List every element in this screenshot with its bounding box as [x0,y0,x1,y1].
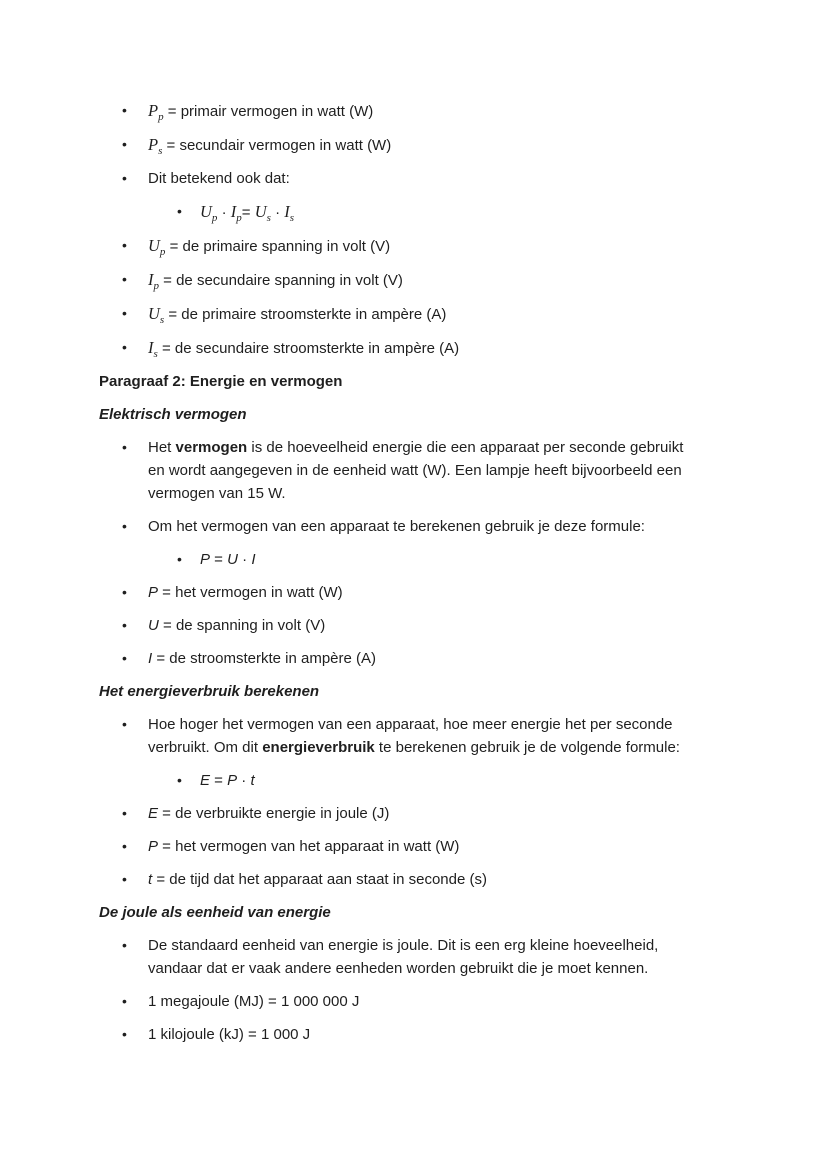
bullet-marker: • [122,136,127,152]
bullet-marker: • [122,871,127,887]
text-run: = de spanning in volt (V) [158,617,326,634]
text-run: verbruikt. Om dit [148,739,263,756]
list-item [99,436,758,505]
list-item [99,234,758,258]
bullet-marker: • [177,772,182,788]
text-run: = de verbruikte energie in joule (J) [158,805,390,822]
bullet-marker: • [122,1026,127,1042]
text-run: Elektrisch vermogen [99,406,247,423]
text-run: = de secundaire spanning in volt (V) [159,272,403,289]
text-run: Hoe hoger het vermogen van een apparaat, hoe meer energie het per seconde [148,716,673,733]
list-item-text [200,200,294,224]
list-item-text [148,581,343,604]
list-item [99,302,758,326]
math-variable: P [148,101,159,120]
text-run: Het [148,439,176,456]
text-run: = de tijd dat het apparaat aan staat in seconde (s) [152,871,487,888]
list-item [99,200,758,224]
math-variable: t [250,772,255,789]
list-item-text [148,167,290,190]
math-variable: U [227,551,238,568]
math-variable: I [251,551,256,568]
list-item [99,99,758,123]
bullet-marker: • [122,305,127,321]
math-subscript: p [211,212,218,224]
list-item-text [148,713,680,759]
bullet-marker: • [122,716,127,732]
math-variable: I [284,202,290,221]
math-subscript: s [289,212,295,224]
list-item-text [148,99,373,123]
math-subscript: s [158,145,163,157]
bullet-marker: • [177,203,182,219]
text-run: = [241,204,255,221]
list-item-text [148,647,376,670]
list-item-text [148,835,459,858]
list-item-text [148,1023,310,1046]
subsection-heading [99,403,758,426]
math-subscript: s [266,212,271,224]
subsection-heading [99,901,758,924]
text-run: De joule als eenheid van energie [99,904,331,921]
text-run: = primair vermogen in watt (W) [163,103,374,120]
text-run: · [270,204,285,221]
text-run: = het vermogen van het apparaat in watt (W) [158,838,460,855]
math-variable: t [148,871,153,888]
text-run: Het energieverbruik berekenen [99,683,320,700]
list-item-text [148,133,391,157]
text-run: · [237,772,251,789]
math-subscript: p [158,111,164,123]
list-item-text [148,268,403,292]
list-item-text [148,614,325,637]
list-item [99,835,758,858]
text-run: Dit betekend ook dat: [148,170,290,187]
math-variable: E [148,805,159,822]
text-run: = de primaire spanning in volt (V) [165,238,391,255]
bullet-marker: • [122,102,127,118]
text-run: is de hoeveelheid energie die een apparaat per seconde gebruikt [247,439,684,456]
bullet-marker: • [122,237,127,253]
text-run: vermogen van 15 W. [148,485,286,502]
list-item [99,515,758,538]
math-subscript: p [153,280,159,292]
math-variable: P [227,772,238,789]
bullet-marker: • [122,993,127,1009]
bullet-marker: • [122,518,127,534]
math-variable: P [148,584,159,601]
math-variable: I [230,202,237,221]
list-item-text [148,868,487,891]
list-item-text [148,336,459,360]
math-variable: U [254,202,267,221]
text-run: = [210,551,228,568]
list-item [99,614,758,637]
math-variable: I [148,270,154,289]
list-item [99,548,758,571]
text-run: = het vermogen in watt (W) [158,584,343,601]
list-item [99,581,758,604]
text-run: = [210,772,228,789]
bold-text-run: energieverbruik [262,739,375,756]
text-run: en wordt aangegeven in de eenheid watt (W). Een lampje heeft bijvoorbeeld een [148,462,682,479]
text-run: · [217,204,231,221]
math-variable: I [148,338,154,357]
math-subscript: s [159,314,165,326]
math-variable: P [148,135,159,154]
bullet-marker: • [122,271,127,287]
text-run: te berekenen gebruik je de volgende formule: [374,739,680,756]
list-item-text [200,769,255,792]
math-variable: U [148,617,159,634]
text-run: De standaard eenheid van energie is joule. Dit is een erg kleine hoeveelheid, [148,937,659,954]
math-variable: P [148,838,159,855]
list-item [99,769,758,792]
text-run: 1 kilojoule (kJ) = 1 000 J [148,1026,311,1043]
math-variable: U [148,236,160,255]
list-item [99,868,758,891]
bullet-marker: • [122,650,127,666]
bullet-marker: • [122,805,127,821]
list-item [99,167,758,190]
bullet-marker: • [122,584,127,600]
math-subscript: p [236,212,242,224]
text-run: = de stroomsterkte in ampère (A) [152,650,377,667]
list-item [99,133,758,157]
text-run: = secundair vermogen in watt (W) [162,137,392,154]
text-run: Paragraaf 2: Energie en vermogen [99,373,343,390]
list-item-text [148,990,359,1013]
text-run: Om het vermogen van een apparaat te berekenen gebruik je deze formule: [148,518,645,535]
notes-content [99,99,758,1046]
list-item-text [148,515,645,538]
bullet-marker: • [122,838,127,854]
text-run: 1 megajoule (MJ) = 1 000 000 J [148,993,360,1010]
list-item-text [148,302,446,326]
math-variable: I [148,650,153,667]
bullet-marker: • [122,937,127,953]
text-run: = de primaire stroomsterkte in ampère (A) [164,306,447,323]
list-item-text [148,934,658,980]
math-variable: U [148,304,160,323]
bullet-marker: • [122,439,127,455]
list-item [99,336,758,360]
list-item [99,268,758,292]
math-variable: E [200,772,211,789]
list-item-text [148,234,390,258]
list-item [99,647,758,670]
list-item [99,713,758,759]
list-item-text [148,436,683,505]
list-item-text [148,802,389,825]
list-item [99,934,758,980]
list-item-text [200,548,255,571]
section-heading [99,370,758,393]
text-run: = de secundaire stroomsterkte in ampère (A) [157,340,460,357]
math-subscript: p [159,246,166,258]
list-item [99,990,758,1013]
math-variable: P [200,551,211,568]
bullet-marker: • [122,339,127,355]
text-run: · [237,551,252,568]
bullet-marker: • [177,551,182,567]
bold-text-run: vermogen [175,439,248,456]
bullet-marker: • [122,170,127,186]
subsection-heading [99,680,758,703]
math-variable: U [200,202,212,221]
math-subscript: s [153,348,158,360]
bullet-marker: • [122,617,127,633]
list-item [99,802,758,825]
text-run: vandaar dat er vaak andere eenheden worden gebruikt die je moet kennen. [148,960,649,977]
list-item [99,1023,758,1046]
